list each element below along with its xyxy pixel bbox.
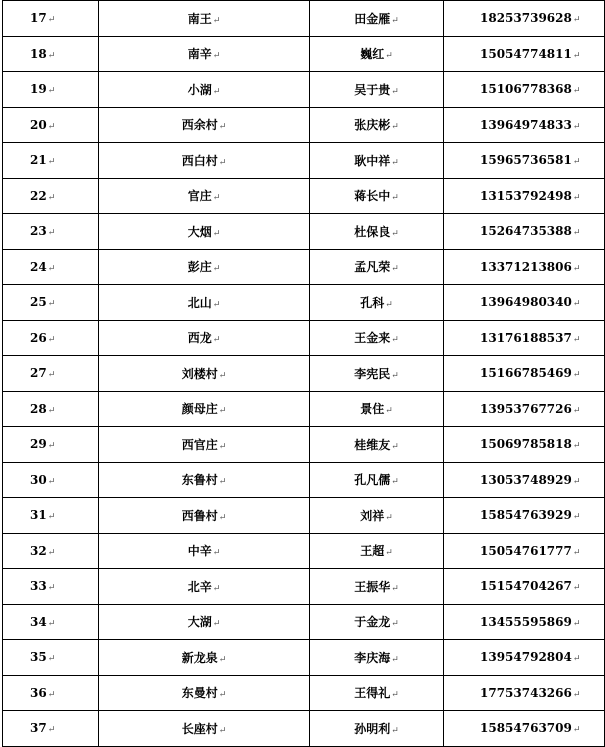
village-cell-text: 西白村	[181, 153, 218, 168]
village-cell	[99, 320, 310, 356]
paragraph-mark-icon: ↵	[385, 406, 393, 417]
paragraph-mark-icon: ↵	[385, 51, 393, 62]
paragraph-mark-icon: ↵	[212, 335, 221, 346]
phone-cell	[444, 427, 605, 463]
village-cell-text: 东曼村	[181, 686, 218, 701]
row-number	[3, 285, 99, 321]
contact-name-cell	[310, 391, 444, 427]
paragraph-mark-icon: ↵	[47, 334, 56, 345]
table-row	[3, 427, 605, 463]
row-number-text: 29	[30, 437, 47, 452]
phone-cell	[444, 1, 605, 37]
contact-name-cell	[310, 107, 444, 143]
contact-name-cell-text: 景住	[360, 402, 385, 417]
village-cell	[99, 462, 310, 498]
phone-cell	[444, 711, 605, 747]
paragraph-mark-icon: ↵	[47, 405, 56, 416]
paragraph-mark-icon: ↵	[572, 50, 581, 61]
paragraph-mark-icon: ↵	[391, 725, 399, 736]
phone-cell	[444, 285, 605, 321]
phone-cell-text: 13455595869	[480, 614, 572, 629]
paragraph-mark-icon: ↵	[572, 299, 581, 310]
contact-name-cell	[310, 143, 444, 179]
contact-table	[2, 0, 605, 747]
paragraph-mark-icon: ↵	[391, 86, 399, 97]
table-row	[3, 107, 605, 143]
village-cell-text: 西龙	[187, 331, 212, 346]
phone-cell	[444, 72, 605, 108]
paragraph-mark-icon: ↵	[218, 370, 227, 381]
village-cell-text: 刘楼村	[181, 366, 218, 381]
paragraph-mark-icon: ↵	[212, 15, 221, 26]
phone-cell-text: 15154704267	[480, 579, 572, 594]
village-cell	[99, 640, 310, 676]
paragraph-mark-icon: ↵	[212, 228, 221, 239]
village-cell-text: 西余村	[181, 118, 218, 133]
table-row	[3, 178, 605, 214]
paragraph-mark-icon: ↵	[47, 157, 56, 168]
phone-cell-text: 13954792804	[480, 650, 572, 665]
paragraph-mark-icon: ↵	[572, 583, 581, 594]
table-row	[3, 569, 605, 605]
paragraph-mark-icon: ↵	[47, 228, 56, 239]
paragraph-mark-icon: ↵	[572, 725, 581, 736]
table-row	[3, 36, 605, 72]
contact-name-cell	[310, 533, 444, 569]
phone-cell	[444, 498, 605, 534]
table-row	[3, 711, 605, 747]
row-number	[3, 640, 99, 676]
paragraph-mark-icon: ↵	[47, 583, 56, 594]
contact-name-cell	[310, 178, 444, 214]
paragraph-mark-icon: ↵	[391, 122, 399, 133]
row-number	[3, 533, 99, 569]
row-number-text: 34	[30, 614, 47, 629]
row-number-text: 17	[30, 11, 47, 26]
row-number	[3, 249, 99, 285]
paragraph-mark-icon: ↵	[572, 654, 581, 665]
phone-cell	[444, 320, 605, 356]
row-number-text: 19	[30, 82, 47, 97]
village-cell-text: 彭庄	[187, 260, 212, 275]
table-row	[3, 604, 605, 640]
phone-cell	[444, 604, 605, 640]
contact-name-cell	[310, 1, 444, 37]
row-number	[3, 675, 99, 711]
paragraph-mark-icon: ↵	[47, 299, 56, 310]
row-number	[3, 427, 99, 463]
paragraph-mark-icon: ↵	[218, 725, 227, 736]
paragraph-mark-icon: ↵	[47, 441, 56, 452]
village-cell	[99, 569, 310, 605]
village-cell	[99, 498, 310, 534]
contact-name-cell-text: 孔科	[360, 295, 385, 310]
row-number-text: 30	[30, 472, 47, 487]
phone-cell	[444, 640, 605, 676]
paragraph-mark-icon: ↵	[47, 50, 56, 61]
row-number	[3, 320, 99, 356]
phone-cell	[444, 143, 605, 179]
paragraph-mark-icon: ↵	[212, 548, 221, 559]
table-row	[3, 285, 605, 321]
table-row	[3, 640, 605, 676]
village-cell	[99, 711, 310, 747]
contact-name-cell	[310, 498, 444, 534]
row-number	[3, 391, 99, 427]
paragraph-mark-icon: ↵	[385, 299, 393, 310]
phone-cell	[444, 675, 605, 711]
table-row	[3, 462, 605, 498]
paragraph-mark-icon: ↵	[47, 192, 56, 203]
village-cell-text: 大烟	[187, 224, 212, 239]
table-row	[3, 72, 605, 108]
row-number-text: 33	[30, 579, 47, 594]
contact-table-body	[3, 1, 605, 747]
paragraph-mark-icon: ↵	[572, 370, 581, 381]
row-number-text: 36	[30, 685, 47, 700]
contact-name-cell	[310, 427, 444, 463]
phone-cell	[444, 214, 605, 250]
village-cell	[99, 427, 310, 463]
contact-name-cell-text: 刘祥	[360, 508, 385, 523]
paragraph-mark-icon: ↵	[572, 618, 581, 629]
phone-cell-text: 13153792498	[480, 188, 572, 203]
village-cell-text: 小湖	[187, 82, 212, 97]
village-cell	[99, 533, 310, 569]
paragraph-mark-icon: ↵	[212, 86, 221, 97]
paragraph-mark-icon: ↵	[47, 263, 56, 274]
paragraph-mark-icon: ↵	[391, 264, 399, 275]
table-row	[3, 356, 605, 392]
paragraph-mark-icon: ↵	[391, 370, 399, 381]
paragraph-mark-icon: ↵	[218, 477, 227, 488]
phone-cell	[444, 569, 605, 605]
paragraph-mark-icon: ↵	[212, 583, 221, 594]
contact-name-cell-text: 王振华	[354, 579, 391, 594]
row-number	[3, 1, 99, 37]
row-number	[3, 143, 99, 179]
paragraph-mark-icon: ↵	[391, 157, 399, 168]
paragraph-mark-icon: ↵	[212, 51, 221, 62]
phone-cell-text: 13964974833	[480, 117, 572, 132]
paragraph-mark-icon: ↵	[47, 618, 56, 629]
row-number-text: 31	[30, 508, 47, 523]
contact-name-cell-text: 王金来	[354, 331, 391, 346]
village-cell	[99, 249, 310, 285]
phone-cell	[444, 249, 605, 285]
row-number-text: 23	[30, 224, 47, 239]
contact-name-cell	[310, 711, 444, 747]
paragraph-mark-icon: ↵	[218, 157, 227, 168]
village-cell-text: 北辛	[187, 579, 212, 594]
table-row	[3, 391, 605, 427]
phone-cell-text: 13176188537	[480, 330, 572, 345]
contact-name-cell	[310, 320, 444, 356]
paragraph-mark-icon: ↵	[47, 476, 56, 487]
phone-cell-text: 15854763929	[480, 508, 572, 523]
phone-cell-text: 13053748929	[480, 472, 572, 487]
contact-name-cell	[310, 604, 444, 640]
phone-cell-text: 15106778368	[480, 82, 572, 97]
village-cell	[99, 143, 310, 179]
row-number-text: 25	[30, 295, 47, 310]
row-number-text: 26	[30, 330, 47, 345]
paragraph-mark-icon: ↵	[391, 228, 399, 239]
row-number	[3, 178, 99, 214]
contact-name-cell-text: 王得礼	[354, 686, 391, 701]
phone-cell	[444, 107, 605, 143]
row-number	[3, 214, 99, 250]
phone-cell-text: 15054761777	[480, 543, 572, 558]
contact-name-cell-text: 吴于贵	[354, 82, 391, 97]
paragraph-mark-icon: ↵	[212, 619, 221, 630]
table-row	[3, 143, 605, 179]
row-number-text: 20	[30, 117, 47, 132]
village-cell	[99, 36, 310, 72]
phone-cell	[444, 36, 605, 72]
contact-name-cell-text: 杜保良	[354, 224, 391, 239]
village-cell-text: 东鲁村	[181, 473, 218, 488]
paragraph-mark-icon: ↵	[218, 122, 227, 133]
contact-name-cell-text: 张庆彬	[354, 118, 391, 133]
row-number	[3, 462, 99, 498]
contact-name-cell	[310, 72, 444, 108]
paragraph-mark-icon: ↵	[47, 689, 56, 700]
paragraph-mark-icon: ↵	[572, 405, 581, 416]
contact-name-cell	[310, 36, 444, 72]
village-cell	[99, 72, 310, 108]
paragraph-mark-icon: ↵	[391, 193, 399, 204]
row-number	[3, 569, 99, 605]
village-cell	[99, 285, 310, 321]
paragraph-mark-icon: ↵	[212, 299, 221, 310]
contact-name-cell-text: 王超	[360, 544, 385, 559]
table-row	[3, 675, 605, 711]
table-row	[3, 249, 605, 285]
paragraph-mark-icon: ↵	[391, 690, 399, 701]
village-cell-text: 颜母庄	[181, 402, 218, 417]
paragraph-mark-icon: ↵	[572, 263, 581, 274]
village-cell-text: 新龙泉	[181, 650, 218, 665]
village-cell	[99, 1, 310, 37]
contact-name-cell-text: 李宪民	[354, 366, 391, 381]
village-cell-text: 西官庄	[181, 437, 218, 452]
paragraph-mark-icon: ↵	[391, 477, 399, 488]
village-cell	[99, 214, 310, 250]
paragraph-mark-icon: ↵	[47, 547, 56, 558]
paragraph-mark-icon: ↵	[391, 441, 399, 452]
row-number-text: 28	[30, 401, 47, 416]
phone-cell	[444, 178, 605, 214]
row-number-text: 24	[30, 259, 47, 274]
village-cell-text: 中辛	[187, 544, 212, 559]
village-cell	[99, 391, 310, 427]
paragraph-mark-icon: ↵	[47, 654, 56, 665]
table-row	[3, 498, 605, 534]
paragraph-mark-icon: ↵	[218, 441, 227, 452]
table-row	[3, 1, 605, 37]
phone-cell-text: 18253739628	[480, 11, 572, 26]
phone-cell	[444, 391, 605, 427]
contact-name-cell	[310, 285, 444, 321]
row-number-text: 32	[30, 543, 47, 558]
phone-cell-text: 15264735388	[480, 224, 572, 239]
table-row	[3, 214, 605, 250]
contact-name-cell-text: 孔凡儒	[354, 473, 391, 488]
contact-name-cell	[310, 462, 444, 498]
contact-name-cell-text: 耿中祥	[354, 153, 391, 168]
row-number-text: 27	[30, 366, 47, 381]
phone-cell	[444, 533, 605, 569]
paragraph-mark-icon: ↵	[572, 476, 581, 487]
table-row	[3, 320, 605, 356]
row-number	[3, 356, 99, 392]
contact-name-cell-text: 桂维友	[354, 437, 391, 452]
paragraph-mark-icon: ↵	[572, 441, 581, 452]
paragraph-mark-icon: ↵	[572, 512, 581, 523]
paragraph-mark-icon: ↵	[218, 690, 227, 701]
paragraph-mark-icon: ↵	[572, 192, 581, 203]
village-cell-text: 北山	[187, 295, 212, 310]
phone-cell-text: 13371213806	[480, 259, 572, 274]
paragraph-mark-icon: ↵	[391, 654, 399, 665]
contact-name-cell-text: 孙明利	[354, 721, 391, 736]
paragraph-mark-icon: ↵	[391, 15, 399, 26]
paragraph-mark-icon: ↵	[391, 619, 399, 630]
paragraph-mark-icon: ↵	[572, 86, 581, 97]
paragraph-mark-icon: ↵	[218, 512, 227, 523]
row-number-text: 22	[30, 188, 47, 203]
village-cell	[99, 604, 310, 640]
phone-cell-text: 13953767726	[480, 401, 572, 416]
paragraph-mark-icon: ↵	[391, 335, 399, 346]
phone-cell-text: 15069785818	[480, 437, 572, 452]
contact-name-cell	[310, 249, 444, 285]
paragraph-mark-icon: ↵	[572, 121, 581, 132]
village-cell-text: 大湖	[187, 615, 212, 630]
contact-name-cell	[310, 356, 444, 392]
paragraph-mark-icon: ↵	[212, 193, 221, 204]
paragraph-mark-icon: ↵	[385, 548, 393, 559]
paragraph-mark-icon: ↵	[572, 157, 581, 168]
paragraph-mark-icon: ↵	[47, 725, 56, 736]
row-number-text: 35	[30, 650, 47, 665]
contact-name-cell-text: 田金雁	[354, 11, 391, 26]
paragraph-mark-icon: ↵	[572, 689, 581, 700]
paragraph-mark-icon: ↵	[572, 334, 581, 345]
row-number	[3, 36, 99, 72]
paragraph-mark-icon: ↵	[47, 512, 56, 523]
paragraph-mark-icon: ↵	[572, 547, 581, 558]
phone-cell-text: 15054774811	[480, 46, 572, 61]
paragraph-mark-icon: ↵	[391, 583, 399, 594]
contact-name-cell-text: 蒋长中	[354, 189, 391, 204]
village-cell-text: 南辛	[187, 47, 212, 62]
phone-cell-text: 17753743266	[480, 685, 572, 700]
village-cell	[99, 356, 310, 392]
village-cell-text: 官庄	[187, 189, 212, 204]
paragraph-mark-icon: ↵	[47, 121, 56, 132]
village-cell	[99, 675, 310, 711]
contact-name-cell-text: 孟凡荣	[354, 260, 391, 275]
paragraph-mark-icon: ↵	[47, 15, 56, 26]
contact-name-cell	[310, 675, 444, 711]
contact-name-cell-text: 巍红	[360, 47, 385, 62]
row-number	[3, 711, 99, 747]
phone-cell	[444, 462, 605, 498]
village-cell-text: 南王	[187, 11, 212, 26]
village-cell	[99, 178, 310, 214]
village-cell-text: 长座村	[181, 721, 218, 736]
contact-name-cell	[310, 214, 444, 250]
row-number	[3, 107, 99, 143]
table-row	[3, 533, 605, 569]
paragraph-mark-icon: ↵	[212, 264, 221, 275]
paragraph-mark-icon: ↵	[572, 228, 581, 239]
row-number-text: 18	[30, 46, 47, 61]
row-number-text: 21	[30, 153, 47, 168]
contact-name-cell	[310, 569, 444, 605]
phone-cell-text: 15854763709	[480, 721, 572, 736]
paragraph-mark-icon: ↵	[385, 512, 393, 523]
phone-cell-text: 15166785469	[480, 366, 572, 381]
paragraph-mark-icon: ↵	[218, 406, 227, 417]
row-number-text: 37	[30, 721, 47, 736]
row-number	[3, 72, 99, 108]
contact-name-cell-text: 于金龙	[354, 615, 391, 630]
village-cell	[99, 107, 310, 143]
paragraph-mark-icon: ↵	[47, 86, 56, 97]
row-number	[3, 604, 99, 640]
phone-cell	[444, 356, 605, 392]
contact-name-cell	[310, 640, 444, 676]
contact-name-cell-text: 李庆海	[354, 650, 391, 665]
phone-cell-text: 13964980340	[480, 295, 572, 310]
paragraph-mark-icon: ↵	[47, 370, 56, 381]
phone-cell-text: 15965736581	[480, 153, 572, 168]
village-cell-text: 西鲁村	[181, 508, 218, 523]
paragraph-mark-icon: ↵	[572, 15, 581, 26]
row-number	[3, 498, 99, 534]
paragraph-mark-icon: ↵	[218, 654, 227, 665]
